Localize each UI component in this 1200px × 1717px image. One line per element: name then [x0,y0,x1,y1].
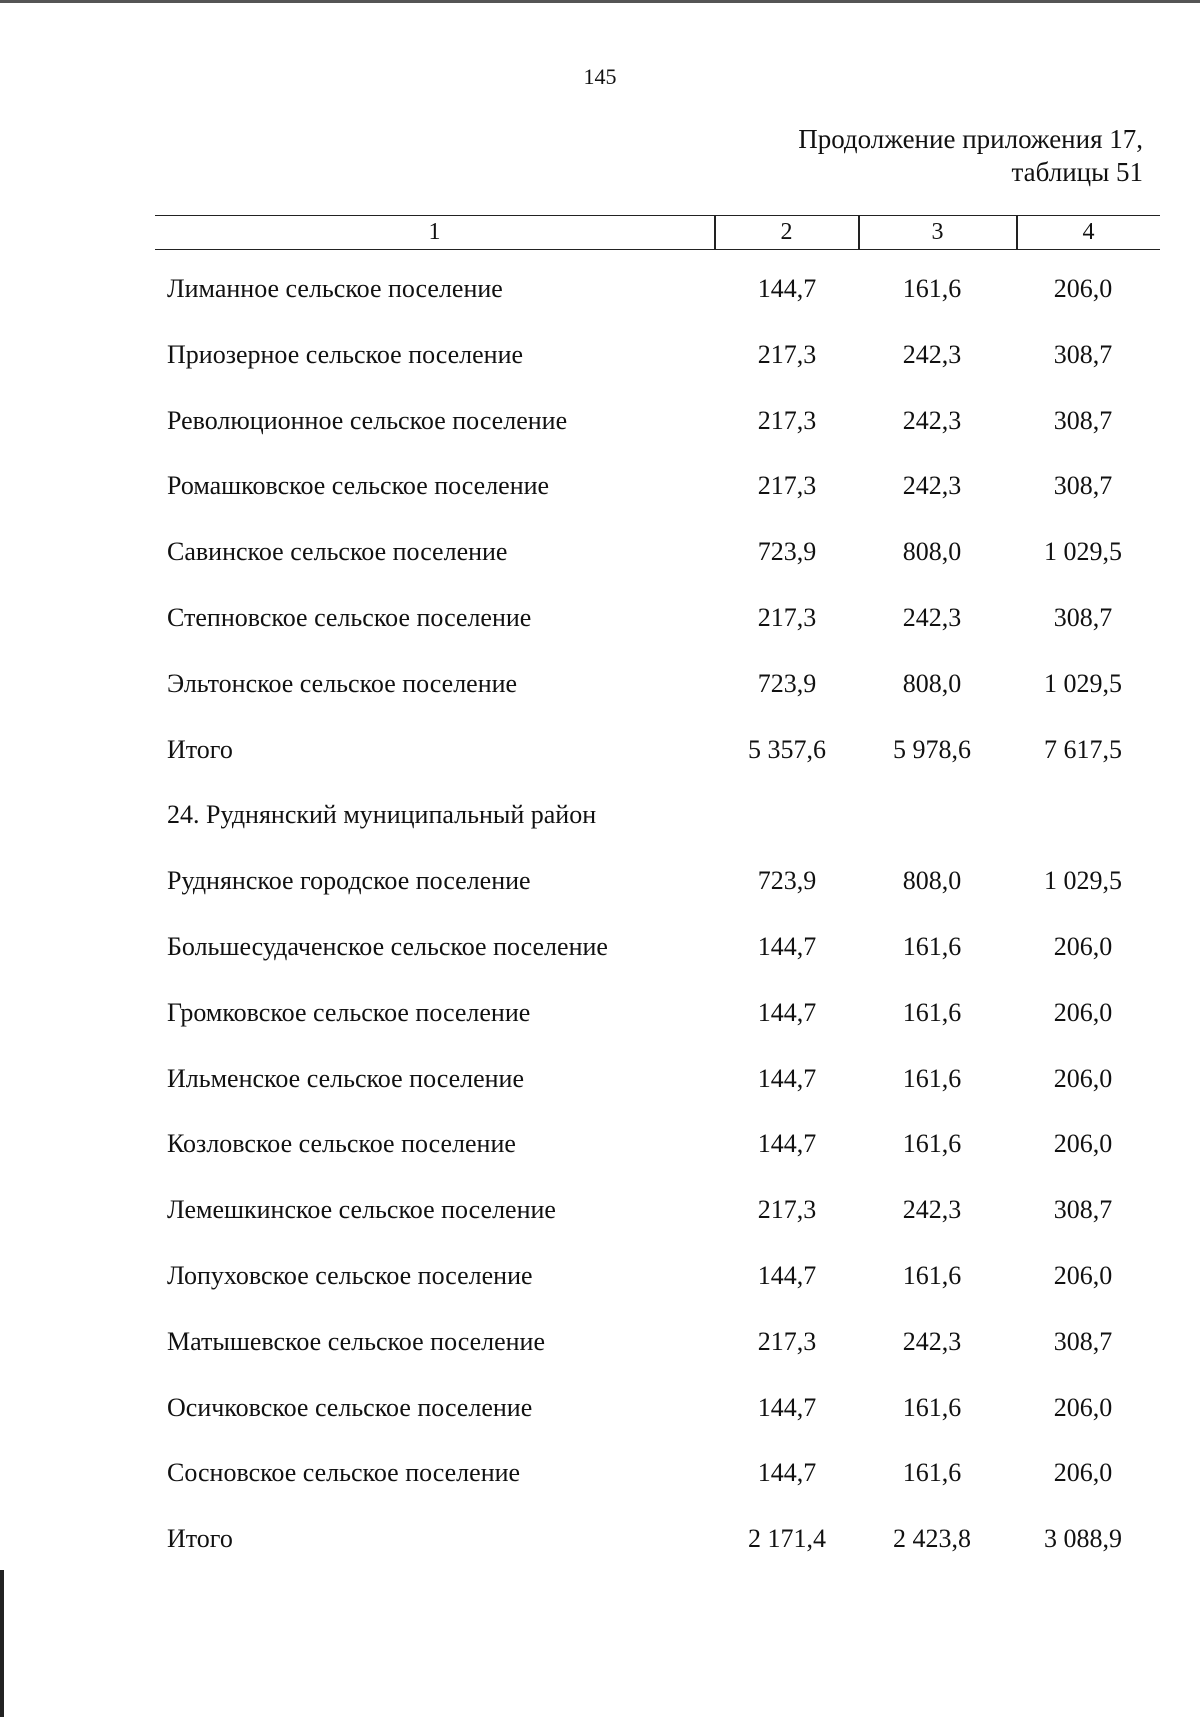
table-row [0,1381,1200,1447]
row-value-col2: 144,7 [757,997,817,1027]
table-row [0,1117,1200,1183]
row-value-col2: 144,7 [757,1392,817,1422]
row-value-col3: 161,6 [902,1458,962,1488]
column-header-2: 2 [780,219,793,245]
row-name: Сосновское сельское поселение [167,1458,521,1488]
row-value-col2: 144,7 [757,931,817,961]
row-value-col4: 206,0 [1053,1458,1113,1488]
row-value-col4: 308,7 [1053,1195,1113,1225]
row-value-col3: 242,3 [902,471,962,501]
table-row [0,459,1200,525]
row-value-col4: 308,7 [1053,602,1113,632]
row-value-col3: 161,6 [902,1392,962,1422]
row-value-col3: 161,6 [902,1129,962,1159]
row-value-col4: 308,7 [1053,339,1113,369]
row-value-col3: 2 423,8 [893,1524,971,1554]
row-value-col3: 161,6 [902,931,962,961]
row-value-col2: 723,9 [757,866,817,896]
row-value-col3: 5 978,6 [893,734,971,764]
row-value-col3: 242,3 [902,405,962,435]
row-name: Лопуховское сельское поселение [167,1260,533,1290]
row-value-col2: 217,3 [757,471,817,501]
row-value-col2: 723,9 [757,668,817,698]
row-value-col2: 217,3 [757,602,817,632]
row-value-col4: 206,0 [1053,1392,1113,1422]
row-value-col2: 5 357,6 [748,734,826,764]
row-value-col3: 161,6 [902,274,962,303]
row-name: Большесудаченское сельское поселение [167,931,608,961]
row-value-col2: 2 171,4 [748,1524,826,1554]
table-row [0,854,1200,920]
row-value-col4: 206,0 [1053,1129,1113,1159]
row-name: Матышевское сельское поселение [167,1326,545,1356]
row-value-col2: 217,3 [757,1326,817,1356]
row-value-col2: 144,7 [757,1063,817,1093]
row-value-col4: 206,0 [1053,997,1113,1027]
scan-edge-left [0,1570,4,1717]
table-row [0,328,1200,394]
table-row [0,657,1200,723]
table-row [0,723,1200,789]
row-name: Лиманное сельское поселение [167,274,503,303]
row-name: Руднянское городское поселение [167,866,531,896]
table-row [0,1512,1200,1578]
row-value-col3: 161,6 [902,1260,962,1290]
row-value-col4: 206,0 [1053,931,1113,961]
table-row [0,525,1200,591]
row-name: Ильменское сельское поселение [167,1063,525,1093]
header-note-line2: таблицы 51 [1011,157,1143,187]
row-value-col2: 217,3 [757,405,817,435]
table-row [0,1315,1200,1381]
table-row [0,1052,1200,1118]
row-value-col4: 7 617,5 [1044,734,1122,764]
row-value-col2: 723,9 [757,537,817,567]
column-header-3: 3 [931,219,944,245]
row-value-col4: 206,0 [1053,1063,1113,1093]
row-name: Осичковское сельское поселение [167,1392,533,1422]
row-name: Савинское сельское поселение [167,537,508,567]
row-value-col3: 808,0 [902,537,962,567]
page-number: 145 [583,64,617,89]
row-value-col3: 242,3 [902,602,962,632]
header-note [798,123,1143,189]
column-header-1: 1 [428,219,441,245]
table-row [0,788,1200,854]
row-name: Лемешкинское сельское поселение [167,1195,556,1225]
row-value-col3: 242,3 [902,1195,962,1225]
row-value-col4: 1 029,5 [1044,866,1122,896]
scan-edge-top [0,0,1200,3]
row-value-col4: 308,7 [1053,1326,1113,1356]
row-value-col3: 242,3 [902,339,962,369]
row-value-col4: 206,0 [1053,1260,1113,1290]
table-row [0,920,1200,986]
row-value-col4: 308,7 [1053,471,1113,501]
column-header-4: 4 [1082,219,1095,245]
table-row [0,1183,1200,1249]
row-value-col2: 144,7 [757,1260,817,1290]
row-value-col4: 1 029,5 [1044,537,1122,567]
table-row [0,1249,1200,1315]
row-name: Громковское сельское поселение [167,997,531,1027]
row-value-col3: 808,0 [902,668,962,698]
row-name: 24. Руднянский муниципальный район [167,800,597,830]
row-value-col4: 1 029,5 [1044,668,1122,698]
row-name: Эльтонское сельское поселение [167,668,518,698]
row-name: Козловское сельское поселение [167,1129,516,1159]
row-value-col2: 144,7 [757,274,817,303]
table-header [155,215,1160,250]
row-value-col2: 144,7 [757,1458,817,1488]
table-row [0,262,1200,328]
row-value-col4: 206,0 [1053,274,1113,303]
row-name: Ромашковское сельское поселение [167,471,550,501]
table-row [0,1446,1200,1512]
row-name: Итого [167,1524,233,1554]
row-value-col3: 161,6 [902,997,962,1027]
row-name: Приозерное сельское поселение [167,339,524,369]
row-name: Революционное сельское поселение [167,405,568,435]
row-value-col4: 308,7 [1053,405,1113,435]
row-value-col4: 3 088,9 [1044,1524,1122,1554]
row-name: Степновское сельское поселение [167,602,532,632]
row-name: Итого [167,734,233,764]
row-value-col2: 217,3 [757,339,817,369]
table-row [0,394,1200,460]
table-row [0,986,1200,1052]
table-row [0,591,1200,657]
row-value-col2: 144,7 [757,1129,817,1159]
row-value-col3: 161,6 [902,1063,962,1093]
row-value-col2: 217,3 [757,1195,817,1225]
header-note-line1: Продолжение приложения 17, [798,124,1143,154]
row-value-col3: 242,3 [902,1326,962,1356]
table-body [0,262,1200,1578]
row-value-col3: 808,0 [902,866,962,896]
